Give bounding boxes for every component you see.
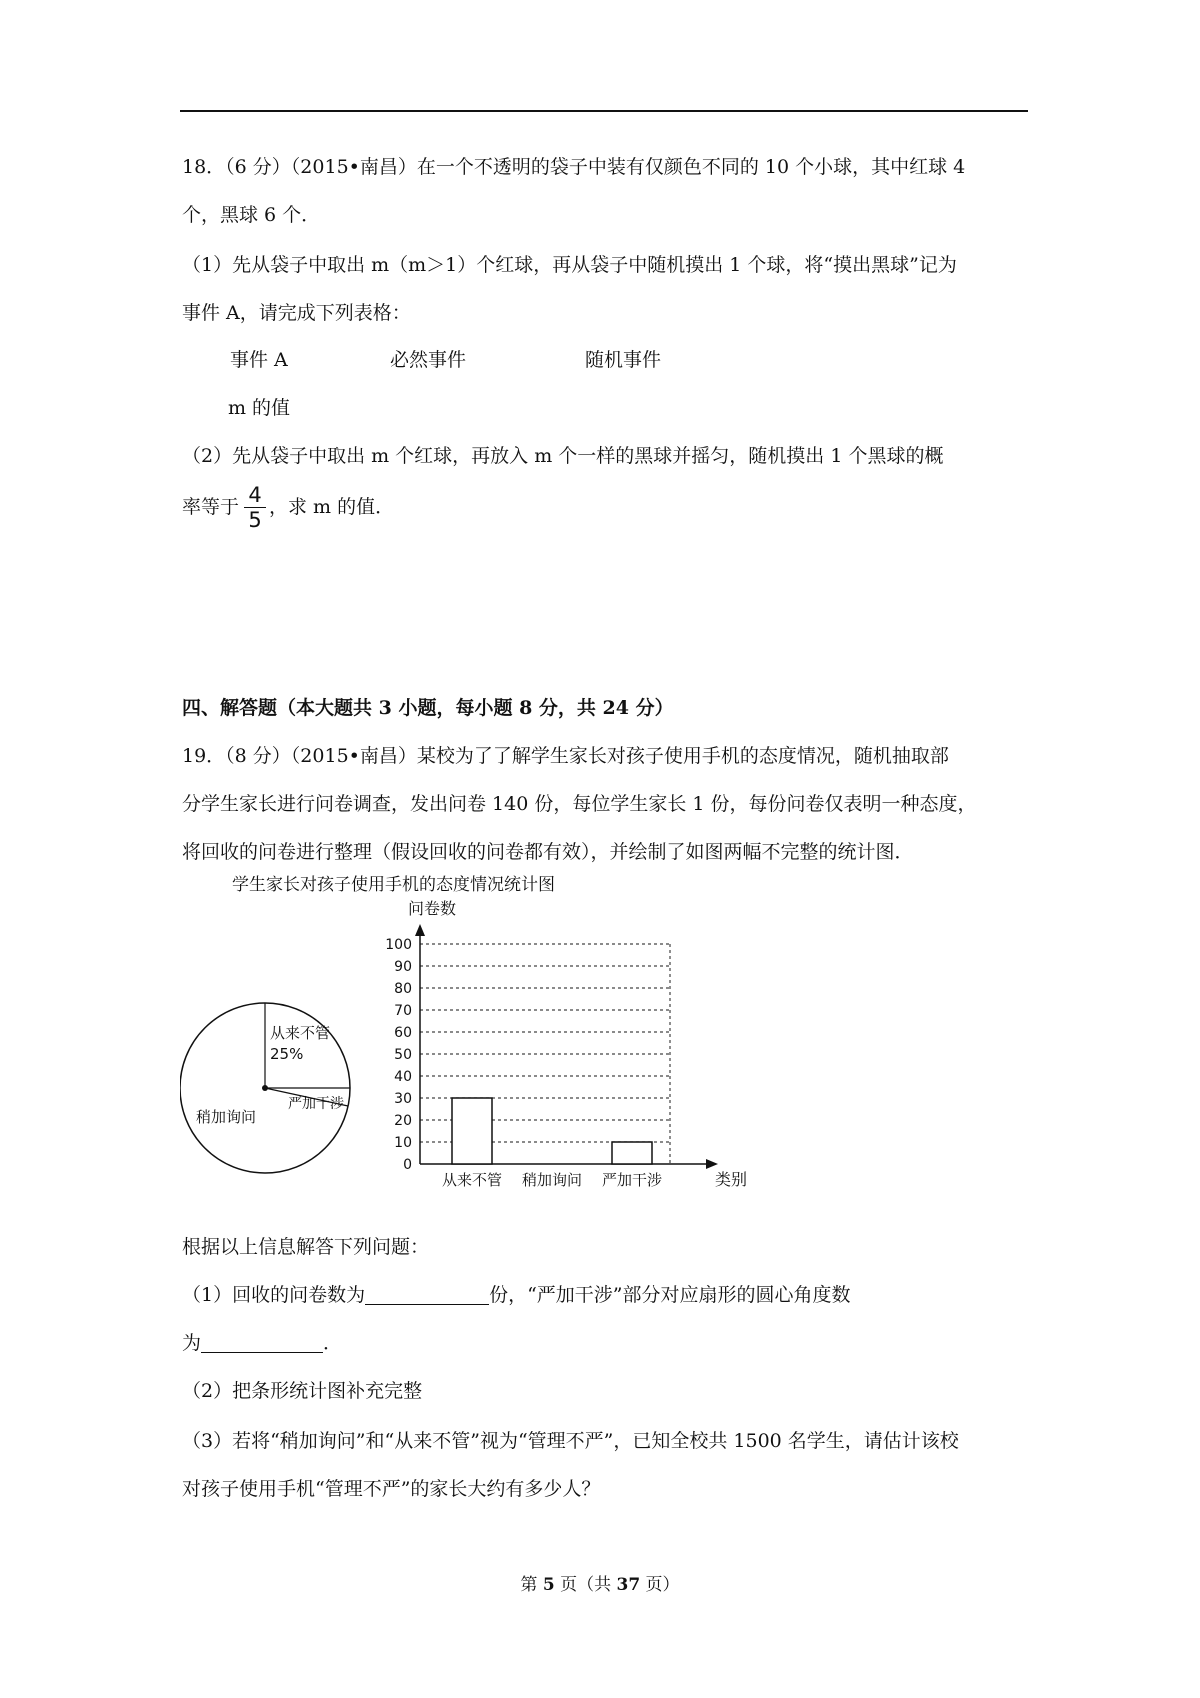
q19-sub1-pre: （1）回收的问卷数为 [182, 1284, 366, 1306]
pie-label-never: 从来不管 [270, 1024, 331, 1042]
table-header-label: 事件 A [230, 349, 288, 371]
y-tick-label: 0 [403, 1157, 412, 1173]
q18-part1-line-1: （1）先从袋子中取出 m（m＞1）个红球，再从袋子中随机摸出 1 个球，将“摸出黑球”记为 [182, 254, 957, 276]
table-col-random: 随机事件 [585, 349, 662, 371]
q19-sub3-line-1: （3）若将“稍加询问”和“从来不管”视为“管理不严”，已知全校共 1500 名学生，请估计该校 [182, 1430, 959, 1452]
q19-sub1-mid: 份，“严加干涉”部分对应扇形的圆心角度数 [489, 1284, 851, 1306]
y-tick-label: 40 [394, 1069, 412, 1085]
q19-sub2: （2）把条形统计图补充完整 [182, 1380, 423, 1402]
y-tick-label: 50 [394, 1047, 412, 1063]
y-tick-label: 100 [385, 937, 412, 953]
pie-label-ask: 稍加询问 [196, 1108, 257, 1126]
pie-label-strict: 严加干涉 [288, 1096, 344, 1112]
x-axis-arrow [706, 1159, 718, 1169]
y-tick-label: 60 [394, 1025, 412, 1041]
footer-mid: 页（共 [554, 1575, 617, 1595]
footer-post: 页） [640, 1575, 680, 1595]
x-category-label: 稍加询问 [521, 1171, 583, 1189]
page-footer [0, 1570, 1200, 1595]
answer-blank-count[interactable] [365, 1282, 489, 1305]
section-heading: 四、解答题（本大题共 3 小题，每小题 8 分，共 24 分） [182, 697, 674, 719]
bars [452, 1098, 652, 1164]
bar-2 [612, 1142, 652, 1164]
fraction-four-fifths [244, 484, 266, 531]
y-axis-arrow [415, 924, 425, 936]
header-rule [180, 110, 1028, 112]
chart-title: 学生家长对孩子使用手机的态度情况统计图 [232, 875, 555, 895]
footer-total-pages: 37 [616, 1575, 641, 1595]
y-tick-label: 20 [394, 1113, 412, 1129]
table-row-label: m 的值 [228, 397, 291, 419]
y-tick-label: 10 [394, 1135, 412, 1151]
x-category-label: 从来不管 [441, 1171, 503, 1189]
fraction-denominator: 5 [248, 508, 262, 532]
q18-part1-line-2: 事件 A，请完成下列表格： [182, 302, 411, 324]
pie-center [262, 1085, 268, 1091]
footer-pre: 第 [520, 1575, 543, 1595]
x-category-label: 严加干涉 [601, 1171, 663, 1189]
fraction-numerator: 4 [248, 483, 262, 507]
q18-part2-post: ，求 m 的值． [269, 496, 395, 518]
pie-label-percent: 25% [270, 1045, 304, 1063]
footer-page-number: 5 [542, 1575, 555, 1595]
q18-part2-line-2 [182, 492, 394, 522]
x-category-labels [442, 1171, 662, 1189]
q19-line-2: 分学生家长进行问卷调查，发出问卷 140 份，每位学生家长 1 份，每份问卷仅表明一种态度， [182, 793, 977, 815]
answer-blank-angle[interactable] [201, 1330, 323, 1353]
q19-instructions: 根据以上信息解答下列问题： [182, 1236, 430, 1258]
y-tick-labels [385, 937, 412, 1173]
q19-line-3: 将回收的问卷进行整理（假设回收的问卷都有效），并绘制了如图两幅不完整的统计图． [182, 841, 914, 863]
q19-sub1-line-1 [182, 1280, 851, 1310]
q18-line-2: 个，黑球 6 个． [182, 204, 321, 226]
y-tick-label: 70 [394, 1003, 412, 1019]
x-axis-label: 类别 [715, 1170, 748, 1189]
bar-chart [385, 899, 747, 1189]
y-axis-label: 问卷数 [408, 899, 457, 918]
q18-part2-pre: 率等于 [182, 496, 240, 518]
bar-0 [452, 1098, 492, 1164]
q19-line-1: 19．（8 分）（2015•南昌）某校为了了解学生家长对孩子使用手机的态度情况，随机抽取部 [182, 745, 949, 767]
q19-sub1b-pre: 为 [182, 1332, 202, 1354]
statistics-figure [180, 868, 770, 1198]
q19-sub1b-post: ． [323, 1332, 343, 1354]
y-tick-label: 30 [394, 1091, 412, 1107]
pie-chart [180, 1003, 350, 1173]
y-tick-label: 80 [394, 981, 412, 997]
q18-line-1: 18．（6 分）（2015•南昌）在一个不透明的袋子中装有仅颜色不同的 10 个小球，其中红球 4 [182, 156, 966, 178]
y-tick-label: 90 [394, 959, 412, 975]
q19-sub1-line-2 [182, 1328, 342, 1358]
q18-part2-line-1: （2）先从袋子中取出 m 个红球，再放入 m 个一样的黑球并摇匀，随机摸出 1 个黑球的概 [182, 445, 944, 467]
q19-sub3-line-2: 对孩子使用手机“管理不严”的家长大约有多少人？ [182, 1478, 601, 1500]
table-col-certain: 必然事件 [390, 349, 467, 371]
